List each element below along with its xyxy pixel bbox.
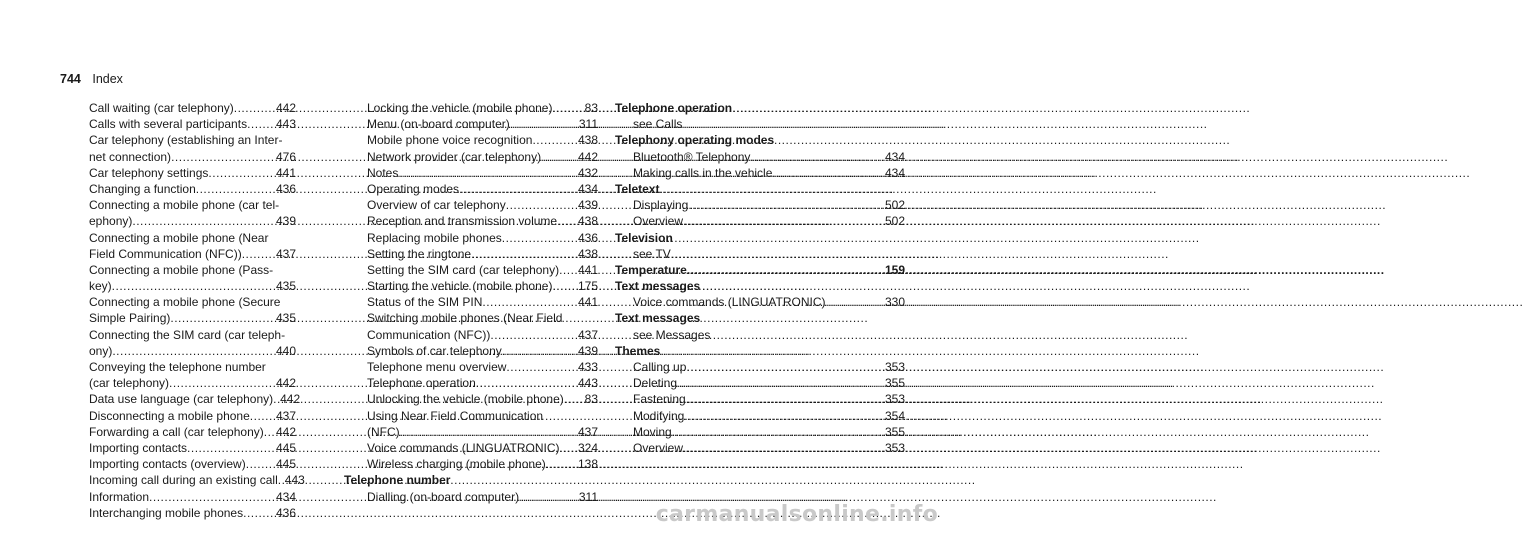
dot-leader xyxy=(686,391,882,407)
page-ref: 436 xyxy=(577,230,598,245)
index-heading xyxy=(615,100,905,116)
index-entry xyxy=(367,100,598,116)
index-entry xyxy=(89,116,296,132)
page-ref: 442 xyxy=(275,376,296,391)
index-entry xyxy=(615,149,905,165)
dot-leader xyxy=(242,246,273,262)
dot-leader xyxy=(506,197,575,213)
dot-leader xyxy=(208,165,273,181)
entry-text: Telephone number xyxy=(344,473,451,488)
index-entry xyxy=(89,424,296,440)
page-ref: 435 xyxy=(275,311,296,326)
index-entry xyxy=(89,149,296,165)
entry-text: Television xyxy=(615,230,673,245)
index-entry xyxy=(367,310,598,326)
dot-leader xyxy=(234,100,273,116)
entry-text: (NFC) xyxy=(367,424,400,439)
page-ref: 175 xyxy=(577,279,598,294)
entry-text: Calls with several participants xyxy=(89,117,248,132)
page-ref: 476 xyxy=(275,149,296,164)
page-ref: 502 xyxy=(884,198,905,213)
index-entry xyxy=(89,230,296,246)
index-entry xyxy=(367,359,598,375)
page-ref: 436 xyxy=(275,505,296,520)
page-ref: 437 xyxy=(577,424,598,439)
page-ref: 330 xyxy=(884,295,905,310)
page-ref: 434 xyxy=(275,489,296,504)
dot-leader xyxy=(132,213,273,229)
index-entry xyxy=(89,165,296,181)
page-ref: 83 xyxy=(584,392,598,407)
dot-leader xyxy=(187,440,273,456)
dot-leader xyxy=(546,456,575,472)
index-entry xyxy=(367,132,598,148)
entry-text: Incoming call during an existing call xyxy=(89,473,278,488)
entry-text: Field Communication (NFC)) xyxy=(89,246,242,261)
page-ref: 353 xyxy=(884,440,905,455)
page-ref: 435 xyxy=(275,279,296,294)
entry-text: Reception and transmission volume xyxy=(367,214,558,229)
index-entry xyxy=(615,440,905,456)
index-entry xyxy=(615,246,905,262)
index-heading xyxy=(615,181,905,197)
index-entry xyxy=(89,375,296,391)
dot-leader xyxy=(502,230,575,246)
page-ref: 434 xyxy=(884,165,905,180)
index-entry xyxy=(89,132,296,148)
entry-text: Setting the ringtone xyxy=(367,246,472,261)
page-ref: 438 xyxy=(577,246,598,261)
page-ref: 437 xyxy=(275,246,296,261)
entry-text: Unlocking the vehicle (mobile phone) xyxy=(367,392,564,407)
index-entry xyxy=(89,100,296,116)
index-entry xyxy=(89,391,301,407)
entry-text: Displaying xyxy=(633,198,689,213)
entry-text: Calling up xyxy=(633,360,687,374)
index-heading xyxy=(615,132,905,148)
index-entry xyxy=(367,149,598,165)
entry-text: Call waiting (car telephony) xyxy=(89,101,234,115)
entry-text: see TV xyxy=(633,246,671,261)
page-ref: 441 xyxy=(275,165,296,180)
page-ref: 432 xyxy=(577,165,598,180)
entry-text: Mobile phone voice recognition xyxy=(367,133,533,148)
index-entry xyxy=(367,375,598,391)
dot-leader xyxy=(149,489,273,505)
entry-text: Importing contacts xyxy=(89,440,188,455)
entry-text: Making calls in the vehicle xyxy=(633,165,773,180)
index-entry xyxy=(367,391,598,407)
entry-text: Overview of car telephony xyxy=(367,198,506,213)
entry-text: Status of the SIM PIN xyxy=(367,295,483,310)
page-ref: 438 xyxy=(577,214,598,229)
dot-leader xyxy=(750,149,882,165)
page-ref: 445 xyxy=(275,457,296,472)
page-ref: 442 xyxy=(275,101,296,115)
entry-text: Menu (on-board computer) xyxy=(367,117,510,132)
entry-text: Importing contacts (overview) xyxy=(89,457,246,472)
entry-text: Connecting a mobile phone (Pass- xyxy=(89,262,274,277)
entry-text: Interchanging mobile phones xyxy=(89,505,244,520)
dot-leader xyxy=(400,424,575,440)
entry-text: Replacing mobile phones xyxy=(367,230,502,245)
entry-text: Wireless charging (mobile phone) xyxy=(367,457,546,472)
entry-text: Connecting the SIM card (car teleph- xyxy=(89,327,286,342)
index-entry xyxy=(367,424,598,440)
page-ref: 441 xyxy=(577,262,598,277)
page-ref: 311 xyxy=(578,117,598,132)
dot-leader xyxy=(552,100,581,116)
entry-text: Switching mobile phones (Near Field xyxy=(367,311,563,326)
index-entry xyxy=(89,327,296,343)
page-title: Index xyxy=(92,72,123,86)
dot-leader xyxy=(683,213,882,229)
index-entry xyxy=(367,343,598,359)
entry-text: (car telephony) xyxy=(89,376,170,391)
dot-leader xyxy=(672,424,882,440)
index-column-1 xyxy=(89,100,305,521)
index-heading xyxy=(344,472,598,488)
index-entry xyxy=(615,359,905,375)
index-entry xyxy=(89,181,296,197)
entry-text: Notes xyxy=(367,165,399,180)
page-ref: 442 xyxy=(577,149,598,164)
entry-text: Connecting a mobile phone (Secure xyxy=(89,295,281,310)
page-ref: 138 xyxy=(577,457,598,472)
watermark: carmanualsonline.info xyxy=(655,502,938,527)
page-number: 744 xyxy=(60,72,81,86)
entry-text: Teletext xyxy=(615,181,660,196)
index-heading xyxy=(615,310,905,326)
index-entry xyxy=(367,489,598,505)
dot-leader xyxy=(250,408,273,424)
page-ref: 441 xyxy=(577,295,598,310)
index-entry xyxy=(615,294,905,310)
page-ref: 439 xyxy=(275,214,296,229)
index-entry xyxy=(367,197,598,213)
page-ref: 443 xyxy=(577,376,598,391)
page-ref: 353 xyxy=(884,392,905,407)
page-ref: 445 xyxy=(275,440,296,455)
entry-text: Telephone operation xyxy=(367,376,476,391)
index-entry xyxy=(89,408,296,424)
entry-text: Voice commands (LINGUATRONIC) xyxy=(633,295,826,310)
dot-leader xyxy=(243,505,273,521)
entry-text: key) xyxy=(89,279,112,294)
index-entry xyxy=(367,278,598,294)
page-ref: 439 xyxy=(577,343,598,358)
index-entry xyxy=(367,456,598,472)
dot-leader xyxy=(683,440,882,456)
page-ref: 440 xyxy=(275,343,296,358)
index-entry xyxy=(615,424,905,440)
index-entry xyxy=(89,262,296,278)
page-ref: 355 xyxy=(884,424,905,439)
dot-leader xyxy=(564,391,582,407)
dot-leader xyxy=(471,246,575,262)
entry-text: Setting the SIM card (car telephony) xyxy=(367,262,560,277)
page-ref: 354 xyxy=(884,408,905,423)
index-entry xyxy=(615,213,905,229)
dot-leader xyxy=(112,278,273,294)
page-ref: 443 xyxy=(284,473,305,488)
entry-text: Disconnecting a mobile phone xyxy=(89,408,250,423)
entry-text: Telephony operating modes xyxy=(615,133,775,148)
dot-leader xyxy=(688,197,882,213)
dot-leader xyxy=(826,294,882,310)
entry-text: Conveying the telephone number xyxy=(89,360,266,374)
entry-text: Telephone menu overview xyxy=(367,360,507,374)
entry-text: Deleting xyxy=(633,376,678,391)
page-ref: 502 xyxy=(884,214,905,229)
index-entry xyxy=(89,456,296,472)
index-entry xyxy=(89,294,296,310)
page-ref: 353 xyxy=(884,360,905,374)
page-ref: 437 xyxy=(577,327,598,342)
index-entry xyxy=(367,246,598,262)
page-ref: 442 xyxy=(275,424,296,439)
dot-leader xyxy=(684,408,882,424)
index-entry xyxy=(367,327,598,343)
page-ref: 311 xyxy=(578,489,598,504)
index-entry xyxy=(367,408,598,424)
page-ref: 433 xyxy=(577,360,598,374)
page-ref: 442 xyxy=(280,392,301,407)
index-entry xyxy=(89,343,296,359)
entry-text: Starting the vehicle (mobile phone) xyxy=(367,279,553,294)
index-entry xyxy=(89,197,296,213)
index-entry xyxy=(89,489,296,505)
entry-text: Simple Pairing) xyxy=(89,311,171,326)
entry-text: Connecting a mobile phone (car tel- xyxy=(89,198,280,213)
index-entry xyxy=(89,505,296,521)
entry-text: Themes xyxy=(615,343,661,358)
dot-leader xyxy=(510,116,576,132)
entry-text: ony) xyxy=(89,343,113,358)
entry-text: Overview xyxy=(633,214,684,229)
entry-text: ephony) xyxy=(89,214,133,229)
page-header xyxy=(60,72,123,86)
dot-leader xyxy=(772,165,882,181)
index-heading xyxy=(615,278,905,294)
index-entry xyxy=(89,440,296,456)
index-entry xyxy=(615,116,905,132)
entry-text: Car telephony settings xyxy=(89,165,209,180)
index-entry xyxy=(367,262,598,278)
dot-leader xyxy=(112,343,273,359)
dot-leader xyxy=(170,310,273,326)
index-entry xyxy=(367,294,598,310)
index-heading xyxy=(615,230,905,246)
entry-text: Changing a function xyxy=(89,181,196,196)
index-entry xyxy=(367,116,598,132)
entry-text: Communication (NFC)) xyxy=(367,327,491,342)
entry-text: Operating modes xyxy=(367,181,460,196)
index-entry xyxy=(89,213,296,229)
entry-text: Modifying xyxy=(633,408,685,423)
entry-text: Connecting a mobile phone (Near xyxy=(89,230,269,245)
page-ref: 434 xyxy=(577,181,598,196)
page-ref: 439 xyxy=(577,198,598,213)
dot-leader xyxy=(246,456,273,472)
index-entry xyxy=(367,181,598,197)
entry-text: Information xyxy=(89,489,150,504)
entry-text: Voice commands (LINGUATRONIC) xyxy=(367,440,560,455)
dot-leader xyxy=(519,489,576,505)
page-ref: 436 xyxy=(275,181,296,196)
page-ref: 83 xyxy=(584,101,598,115)
index-column-2 xyxy=(344,100,598,505)
entry-text: Forwarding a call (car telephony) xyxy=(89,424,264,439)
dot-leader xyxy=(560,440,575,456)
dot-leader xyxy=(247,116,273,132)
entry-text: Moving xyxy=(633,424,672,439)
dot-leader xyxy=(169,375,273,391)
index-entry xyxy=(367,165,598,181)
index-entry xyxy=(615,327,905,343)
page-ref: 159 xyxy=(884,262,905,277)
dot-leader xyxy=(541,149,575,165)
entry-text: Symbols of car telephony xyxy=(367,343,502,358)
page-ref: 438 xyxy=(577,133,598,148)
index-heading xyxy=(615,343,905,359)
entry-text: see Calls xyxy=(633,117,683,132)
entry-text: Data use language (car telephony) xyxy=(89,392,274,407)
index-entry xyxy=(615,375,905,391)
dot-leader xyxy=(476,375,575,391)
page-ref: 324 xyxy=(577,440,598,455)
index-entry xyxy=(367,213,598,229)
index-column-3 xyxy=(615,100,905,456)
index-entry xyxy=(615,408,905,424)
entry-text: Fastening xyxy=(633,392,686,407)
index-entry xyxy=(89,359,296,375)
dot-leader xyxy=(398,165,575,181)
entry-text: Telephone operation xyxy=(615,101,733,115)
dot-leader xyxy=(490,327,575,343)
index-entry xyxy=(615,197,905,213)
dot-leader xyxy=(532,132,575,148)
index-entry xyxy=(367,440,598,456)
entry-text: Dialling (on-board computer) xyxy=(367,489,520,504)
entry-text: Overview xyxy=(633,440,684,455)
page-ref: 355 xyxy=(884,376,905,391)
page-ref: 443 xyxy=(275,117,296,132)
entry-text: Text messages xyxy=(615,311,701,326)
dot-leader xyxy=(502,343,575,359)
dot-leader xyxy=(506,359,575,375)
entry-text: Network provider (car telephony) xyxy=(367,149,542,164)
entry-text: Using Near Field Communication xyxy=(367,408,544,423)
entry-text: Car telephony (establishing an Inter- xyxy=(89,133,283,148)
page-ref: 434 xyxy=(884,149,905,164)
dot-leader xyxy=(687,262,882,278)
dot-leader xyxy=(559,262,575,278)
entry-text: see Messages xyxy=(633,327,711,342)
dot-leader xyxy=(552,278,575,294)
page-ref: 437 xyxy=(275,408,296,423)
index-heading xyxy=(615,262,905,278)
dot-leader xyxy=(482,294,575,310)
entry-text: Bluetooth® Telephony xyxy=(633,149,751,164)
entry-text: Text messages xyxy=(615,279,701,294)
dot-leader xyxy=(557,213,575,229)
index-entry xyxy=(615,165,905,181)
index-entry xyxy=(89,310,296,326)
index-entry xyxy=(89,472,305,488)
dot-leader xyxy=(459,181,575,197)
entry-text: net connection) xyxy=(89,149,172,164)
dot-leader xyxy=(264,424,273,440)
dot-leader xyxy=(686,359,882,375)
index-entry xyxy=(89,278,296,294)
index-entry xyxy=(367,230,598,246)
dot-leader xyxy=(196,181,273,197)
dot-leader xyxy=(677,375,882,391)
entry-text: Locking the vehicle (mobile phone) xyxy=(367,101,553,115)
dot-leader xyxy=(171,149,273,165)
index-entry xyxy=(615,391,905,407)
entry-text: Temperature xyxy=(615,262,687,277)
index-entry xyxy=(89,246,296,262)
